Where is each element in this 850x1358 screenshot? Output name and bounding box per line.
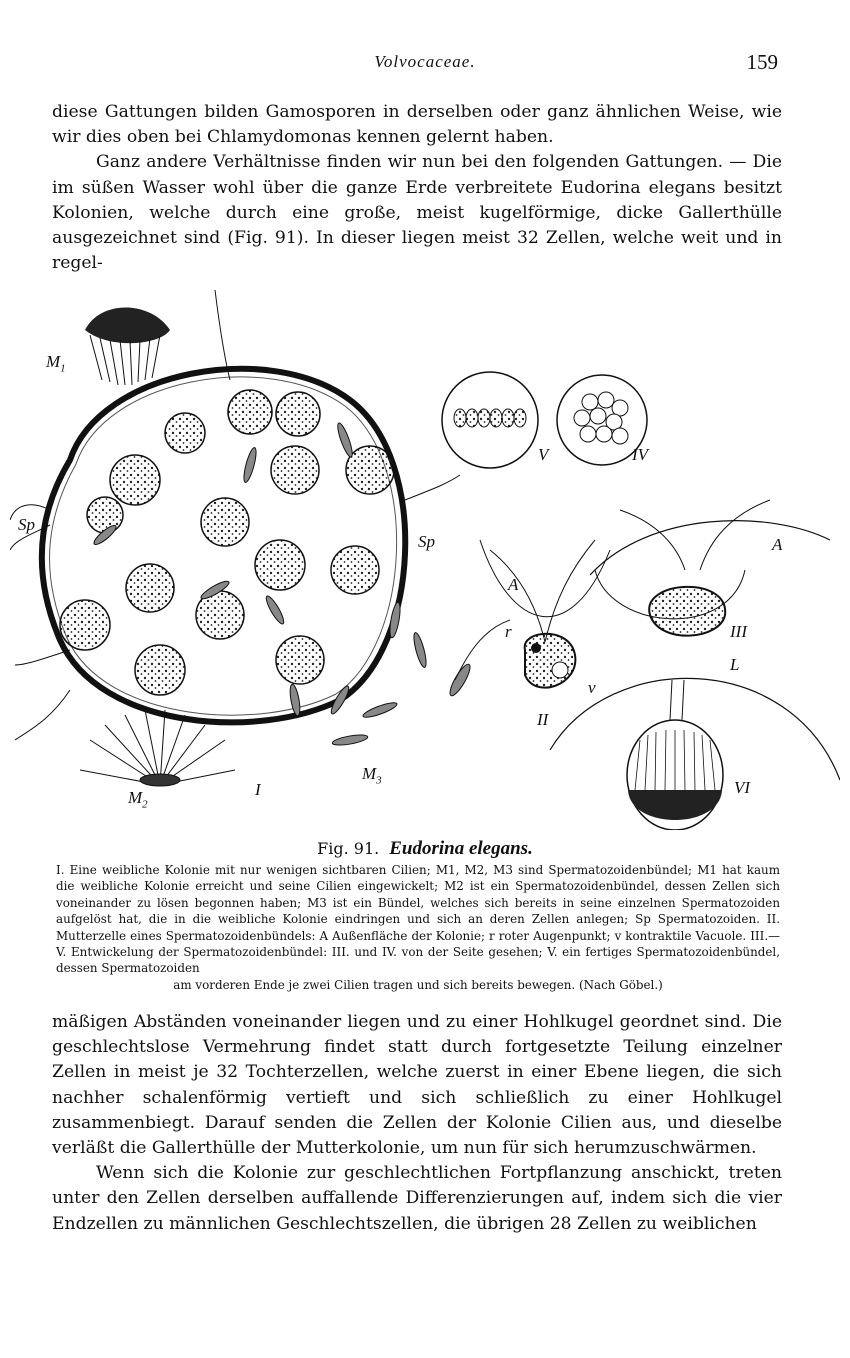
bundle-m1 xyxy=(85,308,170,386)
label-m2: $M_2$ xyxy=(128,788,148,811)
label-i: I xyxy=(255,780,261,799)
label-sp-right: Sp xyxy=(418,532,435,551)
figure-number: Fig. 91. xyxy=(317,839,380,858)
intro-text xyxy=(52,100,782,276)
page-number: 159 xyxy=(746,50,778,74)
figure-caption-body xyxy=(56,862,780,993)
female-colony xyxy=(10,290,460,740)
label-vi: VI xyxy=(734,778,751,797)
caption-last-line: am vorderen Ende je zwei Cilien tragen und sich bereits bewegen. (Nach Göbel.) xyxy=(173,977,663,992)
caption-text: I. Eine weibliche Kolonie mit nur wenigen sichtbaren Cilien; M1, M2, M3 sind Spermatozoidenbündel; M1 hat kaum die weibliche Kolonie erreicht und seine Cilien eingewickelt; M2 ist ein Spermatozoidenbündel, dessen Zellen sich voneinander zu lösen begonnen haben; M3 ist ein Bündel, welches sich bereits in seine einzelnen Spermatozoiden aufgelöst hat, die in die weibliche Kolonie eindringen und sich an deren Zellen anlegen; Sp Spermatozoiden. II. Mutterzelle eines Spermatozoidenbündels: A Außenfläche der Kolonie; r roter Augenpunkt; v kontraktile Vacuole. III.—V. Entwickelung der Spermatozoidenbündel: III. und IV. von der Seite gesehen; V. ein fertiges Spermatozoidenbündel, dessen Spermatozoiden xyxy=(56,863,780,976)
stage-v xyxy=(442,372,538,468)
continuation-text xyxy=(52,1010,782,1237)
label-r: r xyxy=(505,622,512,641)
label-ii: II xyxy=(537,710,549,729)
continuation-paragraph-2: Wenn sich die Kolonie zur geschlechtlichen Fortpflanzung anschickt, treten unter den Zellen derselben auffallende Differenzierungen auf, indem sich die vier Endzellen zu männlichen Geschlechtszellen, die übrigen 28 Zellen zu weiblichen xyxy=(52,1163,782,1234)
label-l: L xyxy=(730,655,740,674)
stage-iii xyxy=(590,500,830,636)
label-a-right: A xyxy=(772,535,783,554)
label-iii: III xyxy=(730,622,747,641)
label-iv: IV xyxy=(632,445,649,464)
figure-caption-title xyxy=(0,838,850,860)
intro-paragraph-1: diese Gattungen bilden Gamosporen in derselben oder ganz ähnlichen Weise, wie wir dies oben bei Chlamydomonas kennen gelernt haben. xyxy=(52,102,782,148)
label-sp-left: Sp xyxy=(18,515,35,534)
label-a-left: A xyxy=(508,575,519,594)
figure-91 xyxy=(10,270,840,830)
page-header xyxy=(0,50,850,80)
intro-paragraph-2: Ganz andere Verhältnisse finden wir nun bei den folgenden Gattungen. — Die im süßen Wasser wohl über die ganze Erde verbreitete Eudorina elegans besitzt Kolonien, welche durch eine große, meist kugelförmige, dicke Gallerthülle ausgezeichnet sind (Fig. 91). In dieser liegen meist 32 Zellen, welche weit und in regel- xyxy=(52,152,782,274)
stage-ii xyxy=(455,540,610,688)
continuation-paragraph-1: mäßigen Abständen voneinander liegen und zu einer Hohlkugel geordnet sind. Die geschlechtslose Vermehrung findet statt durch fortgesetzte Teilung einzelner Zellen in meist je 32 Tochterzellen, welche zuerst in einer Ebene liegen, die sich nachher schalenförmig vertieft und sich schließlich zu einer Hohlkugel zusammenbiegt. Darauf senden die Zellen der Kolonie Cilien aus, und dieselbe verläßt die Gallerthülle der Mutterkolonie, um nun für sich herumzuschwärmen. xyxy=(52,1012,782,1159)
running-title: Volvocaceae. xyxy=(374,52,476,71)
label-m3: $M_3$ xyxy=(362,764,382,787)
figure-species-name: Eudorina elegans. xyxy=(389,838,533,859)
label-v: v xyxy=(588,678,596,697)
label-m1: $M_1$ xyxy=(46,352,66,375)
stage-vi xyxy=(550,678,840,830)
label-v-stage: V xyxy=(538,445,549,464)
